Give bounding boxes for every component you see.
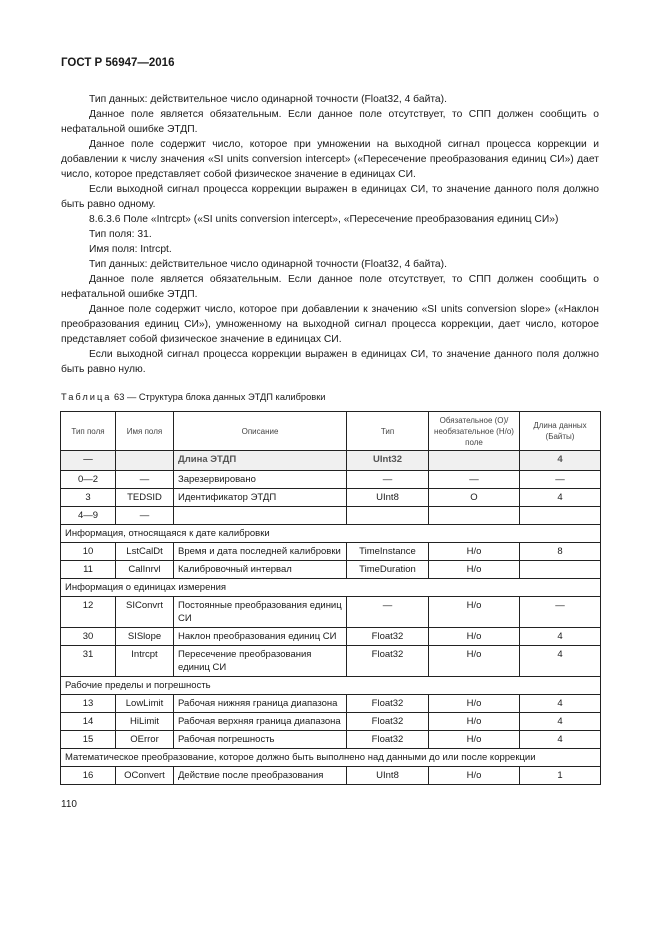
table-cell: Наклон преобразования единиц СИ xyxy=(174,628,347,646)
section-row xyxy=(61,579,601,597)
table-row xyxy=(61,767,601,785)
table-cell: Рабочая погрешность xyxy=(174,731,347,749)
page-number: 110 xyxy=(61,799,77,810)
paragraph: Данное поле является обязательным. Если данное поле отсутствует, то СПП должен сообщить о нефатальной ошибке ЭТДП. xyxy=(61,109,599,135)
table-cell: Float32 xyxy=(347,731,429,749)
table-cell: Intrcpt xyxy=(116,646,174,677)
table-cell: — xyxy=(347,597,429,628)
table-cell: 3 xyxy=(61,489,116,507)
table-cell: CalInrvl xyxy=(116,561,174,579)
paragraph: Тип данных: действительное число одинарной точности (Float32, 4 байта). xyxy=(89,259,447,270)
table-row xyxy=(61,471,601,489)
column-header: Тип поля xyxy=(61,412,116,451)
table-cell: — xyxy=(520,597,601,628)
table-cell: — xyxy=(116,507,174,525)
paragraph: Если выходной сигнал процесса коррекции выражен в единицах СИ, то значение данного поля должно быть равно одному. xyxy=(61,184,599,210)
column-header: Длина данных (Байты) xyxy=(520,412,601,451)
table-cell: Н/о xyxy=(429,628,520,646)
table-cell: — xyxy=(61,451,116,471)
caption-prefix: Таблица xyxy=(61,392,112,402)
column-header: Обязательное (О)/ необязательное (Н/о) поле xyxy=(429,412,520,451)
table-cell: HiLimit xyxy=(116,713,174,731)
table-row xyxy=(61,543,601,561)
table-cell: Н/о xyxy=(429,597,520,628)
table-cell: — xyxy=(520,471,601,489)
table-cell: SIConvrt xyxy=(116,597,174,628)
table-row xyxy=(61,451,601,471)
table-cell: 0—2 xyxy=(61,471,116,489)
table-row xyxy=(61,489,601,507)
column-header: Описание xyxy=(174,412,347,451)
table-cell: 4 xyxy=(520,451,601,471)
table-cell: 4 xyxy=(520,695,601,713)
table-cell: 11 xyxy=(61,561,116,579)
table-row xyxy=(61,646,601,677)
table-row xyxy=(61,597,601,628)
table-cell: 14 xyxy=(61,713,116,731)
table-cell: Рабочая верхняя граница диапазона xyxy=(174,713,347,731)
table-cell xyxy=(116,451,174,471)
table-cell: 16 xyxy=(61,767,116,785)
section-title: Математическое преобразование, которое должно быть выполнено над данными до или после коррекции xyxy=(61,749,601,767)
body-text xyxy=(61,92,599,377)
caption-text: 63 — Структура блока данных ЭТДП калибровки xyxy=(111,392,326,402)
table-cell: OError xyxy=(116,731,174,749)
table-cell: Зарезервировано xyxy=(174,471,347,489)
table-cell xyxy=(520,507,601,525)
paragraph: Данное поле содержит число, которое при умножении на выходной сигнал процесса коррекции и добавлении к числу значения «SI units conversion intercept» («Пересечение преобразования единиц СИ») дает число, которое представляет собой физическое значение в единицах СИ. xyxy=(61,139,599,180)
table-cell: 8 xyxy=(520,543,601,561)
table-cell: Н/о xyxy=(429,561,520,579)
table-cell: TimeInstance xyxy=(347,543,429,561)
paragraph: Тип данных: действительное число одинарной точности (Float32, 4 байта). xyxy=(89,94,447,105)
section-title: Рабочие пределы и погрешность xyxy=(61,677,601,695)
table-cell: Н/о xyxy=(429,767,520,785)
table-cell: TEDSID xyxy=(116,489,174,507)
table-cell: — xyxy=(429,471,520,489)
table-cell: 4—9 xyxy=(61,507,116,525)
table-cell: Рабочая нижняя граница диапазона xyxy=(174,695,347,713)
table-cell: Н/о xyxy=(429,731,520,749)
table-cell: — xyxy=(116,471,174,489)
column-header: Имя поля xyxy=(116,412,174,451)
table-cell: Идентификатор ЭТДП xyxy=(174,489,347,507)
table-cell: UInt32 xyxy=(347,451,429,471)
table-row xyxy=(61,713,601,731)
table-cell: 10 xyxy=(61,543,116,561)
table-cell xyxy=(174,507,347,525)
table-cell: 4 xyxy=(520,628,601,646)
table-cell: 4 xyxy=(520,489,601,507)
table-cell: Н/о xyxy=(429,713,520,731)
table-cell: Н/о xyxy=(429,543,520,561)
table-cell: 30 xyxy=(61,628,116,646)
table-cell: Постоянные преобразования единиц СИ xyxy=(174,597,347,628)
table-cell xyxy=(429,451,520,471)
paragraph: Тип поля: 31. xyxy=(89,229,152,240)
table-cell: 4 xyxy=(520,731,601,749)
table-row xyxy=(61,731,601,749)
table-row xyxy=(61,507,601,525)
table-cell: 1 xyxy=(520,767,601,785)
table-row xyxy=(61,628,601,646)
table-cell: 4 xyxy=(520,713,601,731)
table-header-row xyxy=(61,412,601,451)
table-cell: 4 xyxy=(520,646,601,677)
table-cell: Н/о xyxy=(429,646,520,677)
paragraph: Данное поле является обязательным. Если данное поле отсутствует, то СПП должен сообщить о нефатальной ошибке ЭТДП. xyxy=(61,274,599,300)
section-row xyxy=(61,525,601,543)
paragraph: Данное поле содержит число, которое при добавлении к значению «SI units conversion slope» («Наклон преобразования единиц СИ»), умноженному на выходной сигнал процесса коррекции, дает число, которое представляет собой физическое значение в единицах СИ. xyxy=(61,304,599,345)
table-cell: Длина ЭТДП xyxy=(174,451,347,471)
table-cell: 31 xyxy=(61,646,116,677)
table-cell: Действие после преобразования xyxy=(174,767,347,785)
table-cell: Калибровочный интервал xyxy=(174,561,347,579)
table-cell: UInt8 xyxy=(347,767,429,785)
table-cell: 13 xyxy=(61,695,116,713)
table-cell: Float32 xyxy=(347,628,429,646)
table-cell xyxy=(429,507,520,525)
table-cell: Время и дата последней калибровки xyxy=(174,543,347,561)
table-cell: О xyxy=(429,489,520,507)
table-cell: Float32 xyxy=(347,646,429,677)
section-title: Информация о единицах измерения xyxy=(61,579,601,597)
table-row xyxy=(61,695,601,713)
section-row xyxy=(61,677,601,695)
table-cell: Float32 xyxy=(347,713,429,731)
table-cell: 15 xyxy=(61,731,116,749)
table-cell: — xyxy=(347,471,429,489)
table-cell: TimeDuration xyxy=(347,561,429,579)
table-cell: LstCalDt xyxy=(116,543,174,561)
table-cell: OConvert xyxy=(116,767,174,785)
calibration-teds-table xyxy=(60,411,601,785)
table-cell: Пересечение преобразования единиц СИ xyxy=(174,646,347,677)
table-cell: 12 xyxy=(61,597,116,628)
table-caption xyxy=(61,391,600,403)
table-cell: Н/о xyxy=(429,695,520,713)
table-cell: Float32 xyxy=(347,695,429,713)
paragraph: 8.6.3.6 Поле «Intrcpt» («SI units conversion intercept», «Пересечение преобразования единиц СИ») xyxy=(89,214,559,225)
table-cell: LowLimit xyxy=(116,695,174,713)
table-cell: UInt8 xyxy=(347,489,429,507)
section-row xyxy=(61,749,601,767)
document-header: ГОСТ Р 56947—2016 xyxy=(61,57,175,69)
section-title: Информация, относящаяся к дате калибровки xyxy=(61,525,601,543)
table-cell xyxy=(520,561,601,579)
column-header: Тип xyxy=(347,412,429,451)
paragraph: Если выходной сигнал процесса коррекции выражен в единицах СИ, то значение данного поля должно быть равно нулю. xyxy=(61,349,599,375)
paragraph: Имя поля: Intrcpt. xyxy=(89,244,172,255)
table-cell: SISlope xyxy=(116,628,174,646)
table-cell xyxy=(347,507,429,525)
table-row xyxy=(61,561,601,579)
